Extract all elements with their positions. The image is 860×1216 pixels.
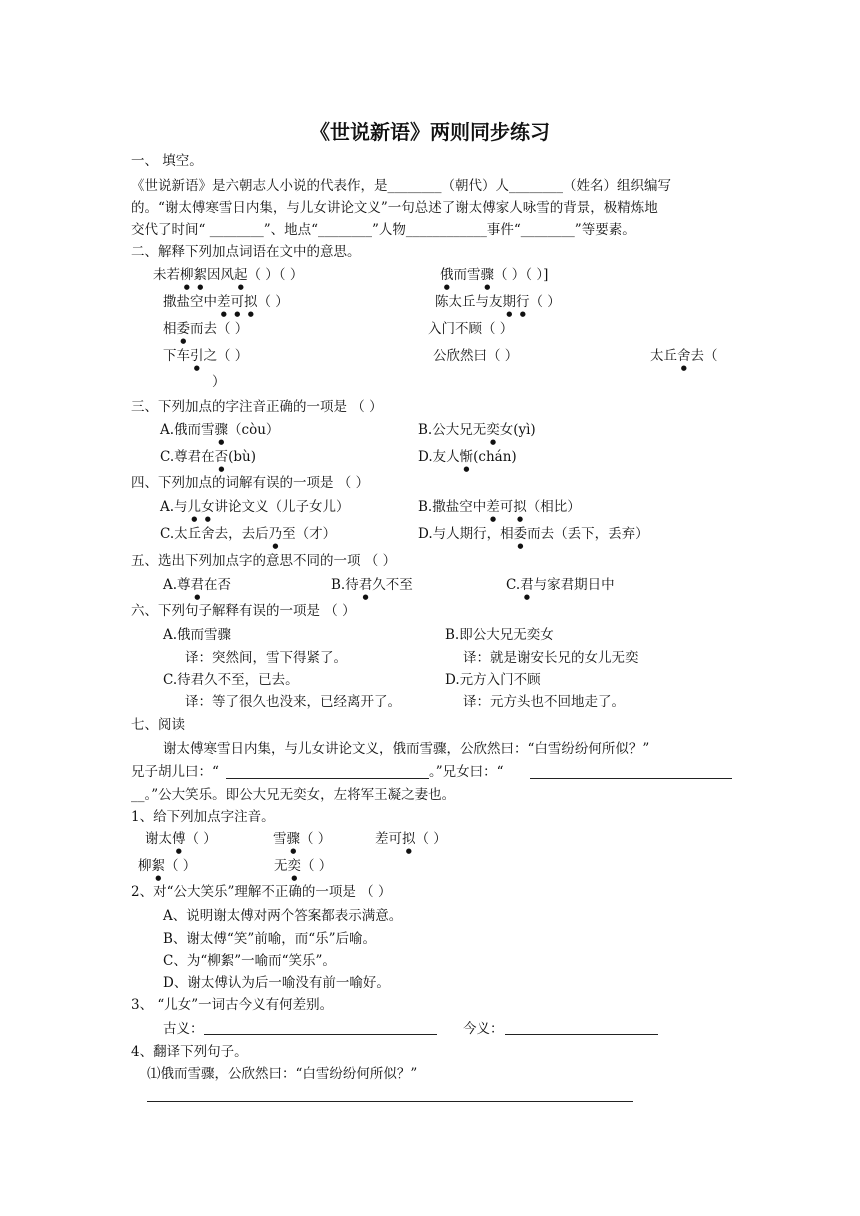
q6-translation-d: 译：元方头也不回地走了。 <box>463 694 625 710</box>
dotted-word: 委 <box>513 526 528 542</box>
dotted-word: 柳絮 <box>180 267 207 283</box>
s1-item-xu: 柳絮（ ） <box>138 858 197 874</box>
q2-item-liuxu: 未若柳絮因风起（ ）（ ） <box>153 267 304 283</box>
q6-option-d: D.元方入门不顾 <box>445 672 541 688</box>
dotted-word: 絮 <box>151 858 165 874</box>
dotted-word: 俄 <box>440 267 454 283</box>
reading-passage-line-2a: 兄子胡儿曰：“ <box>131 764 219 780</box>
q4-option-c: C.太丘舍去，去后乃至（才） <box>160 526 337 542</box>
dotted-word: 骤 <box>214 422 229 438</box>
dotted-word: 君 <box>520 577 534 593</box>
s1-item-ni: 差可拟（ ） <box>375 831 447 847</box>
dotted-word: 差 <box>486 499 500 515</box>
s2-option-d: D、谢太傅认为后一喻没有前一喻好。 <box>163 975 390 991</box>
q1-line-3: 交代了时间“ ________”、地点“________”人物____________事件“________”等要素。 <box>131 222 636 238</box>
answer-blank-line[interactable] <box>530 778 732 779</box>
section-1-heading: 一、 填空。 <box>131 153 203 169</box>
q5-option-a: A.尊君在否 <box>163 577 232 593</box>
q2-item-qixing: 陈太丘与友期行（ ） <box>435 294 561 310</box>
dotted-word: 差可拟 <box>217 294 258 310</box>
q4-option-b: B.撒盐空中差可拟（相比） <box>418 499 581 515</box>
s1-item-yi: 无奕（ ） <box>274 858 333 874</box>
q2-item-gu: 入门不顾（ ） <box>428 321 514 337</box>
q2-item-eer: 俄而雪骤（ ）（ ）] <box>440 267 549 283</box>
subquestion-4-heading: 4、翻译下列句子。 <box>131 1044 248 1060</box>
subquestion-2-heading: 2、对“公大笑乐”理解不正确的一项是 （ ） <box>131 884 392 900</box>
q1-line-1: 《世说新语》是六朝志人小说的代表作，是________（朝代）人________（姓名）组织编写 <box>131 178 671 194</box>
q2-item-she: 太丘舍去（ <box>650 348 718 364</box>
dotted-word: 君 <box>190 577 205 593</box>
s2-option-c: C、为“柳絮”一喻而“笑乐”。 <box>163 953 336 969</box>
q4-option-a: A.与儿女讲论文义（儿子女儿） <box>160 499 350 515</box>
s1-item-zhou: 雪骤（ ） <box>273 831 332 847</box>
section-6-heading: 六、下列句子解释有误的一项是 （ ） <box>131 603 356 619</box>
q2-item-nixi: 撒盐空中差可拟（ ） <box>163 294 289 310</box>
dotted-word: 引 <box>190 348 204 364</box>
q5-option-b: B.待君久不至 <box>331 577 413 593</box>
reading-passage-line-2b: 。”兄女曰：“ <box>429 764 504 780</box>
dotted-word: 君 <box>358 577 373 593</box>
q3-option-c: C.尊君在否(bù) <box>160 449 257 465</box>
reading-passage-line-3: __。”公大笑乐。即公大兄无奕女，左将军王凝之妻也。 <box>131 787 456 803</box>
s2-option-b: B、谢太傅“笑”前喻，而“乐”后喻。 <box>163 931 377 947</box>
dotted-word: 起 <box>234 267 248 283</box>
q6-option-a: A.俄而雪骤 <box>163 627 232 643</box>
translation-answer-line[interactable] <box>147 1101 633 1102</box>
dotted-word: 舍 <box>677 348 691 364</box>
dotted-word: 委 <box>176 321 190 337</box>
dotted-word: 奕 <box>287 858 301 874</box>
q2-item-she-close: ） <box>212 374 226 390</box>
q2-item-xinran: 公欣然曰（ ） <box>433 348 519 364</box>
dotted-word: 骤 <box>286 831 300 847</box>
s3-new-meaning-label: 今义： <box>463 1021 504 1037</box>
dotted-word: 拟 <box>402 831 416 847</box>
q2-item-wei: 相委而去（ ） <box>163 321 249 337</box>
dotted-word: 骤 <box>480 267 494 283</box>
q5-option-c: C.君与家君期日中 <box>506 577 615 593</box>
subquestion-3-heading: 3、 “儿女”一词古今义有何差别。 <box>131 997 334 1013</box>
q3-option-b: B.公大兄无奕女(yì) <box>418 422 536 438</box>
new-meaning-answer-line[interactable] <box>505 1034 658 1035</box>
dotted-word: 傅 <box>172 831 186 847</box>
s4-item-1: ⑴俄而雪骤，公欣然曰：“白雪纷纷何所似？” <box>147 1066 418 1082</box>
dotted-word: 拟 <box>513 499 527 515</box>
section-7-heading: 七、阅读 <box>131 717 185 733</box>
s3-old-meaning-label: 古义： <box>163 1021 204 1037</box>
dotted-word: 期行 <box>502 294 530 310</box>
answer-blank-line[interactable] <box>226 778 429 779</box>
section-5-heading: 五、选出下列加点字的意思不同的一项 （ ） <box>131 553 397 569</box>
section-3-heading: 三、下列加点的字注音正确的一项是 （ ） <box>131 399 383 415</box>
dotted-word: 儿女 <box>187 499 215 515</box>
dotted-word: 奕 <box>486 422 500 438</box>
page-title: 《世说新语》两则同步练习 <box>310 120 550 144</box>
subquestion-1-heading: 1、给下列加点字注音。 <box>131 809 275 825</box>
dotted-word: 惭 <box>459 449 474 465</box>
s1-item-fu: 谢太傅（ ） <box>145 831 217 847</box>
old-meaning-answer-line[interactable] <box>204 1034 437 1035</box>
s2-option-a: A、说明谢太傅对两个答案都表示满意。 <box>163 908 403 924</box>
dotted-word: 否 <box>214 449 229 465</box>
reading-passage-line-1: 谢太傅寒雪日内集，与儿女讲论文义，俄而雪骤，公欣然曰：“白雪纷纷何所似？” <box>163 741 650 757</box>
q1-line-2: 的。“谢太傅寒雪日内集，与儿女讲论文义”一句总述了谢太傅家人咏雪的背景，极精炼地 <box>131 200 658 216</box>
section-2-heading: 二、解释下列加点词语在文中的意思。 <box>131 244 361 260</box>
q3-option-d: D.友人惭(chán) <box>418 449 517 465</box>
q2-item-yin: 下车引之（ ） <box>163 348 249 364</box>
section-4-heading: 四、下列加点的词解有误的一项是 （ ） <box>131 475 370 491</box>
dotted-word: 乃 <box>268 526 283 542</box>
q3-option-a: A.俄而雪骤（còu） <box>160 422 280 438</box>
q6-option-b: B.即公大兄无奕女 <box>445 627 554 643</box>
q6-option-c: C.待君久不至，已去。 <box>163 672 299 688</box>
q6-translation-c: 译：等了很久也没来，已经离开了。 <box>185 694 401 710</box>
q4-option-d: D.与人期行，相委而去（丢下，丢弃） <box>418 526 649 542</box>
q6-translation-b: 译：就是谢安长兄的女儿无奕 <box>463 650 639 666</box>
q6-translation-a: 译：突然间，雪下得紧了。 <box>185 650 347 666</box>
